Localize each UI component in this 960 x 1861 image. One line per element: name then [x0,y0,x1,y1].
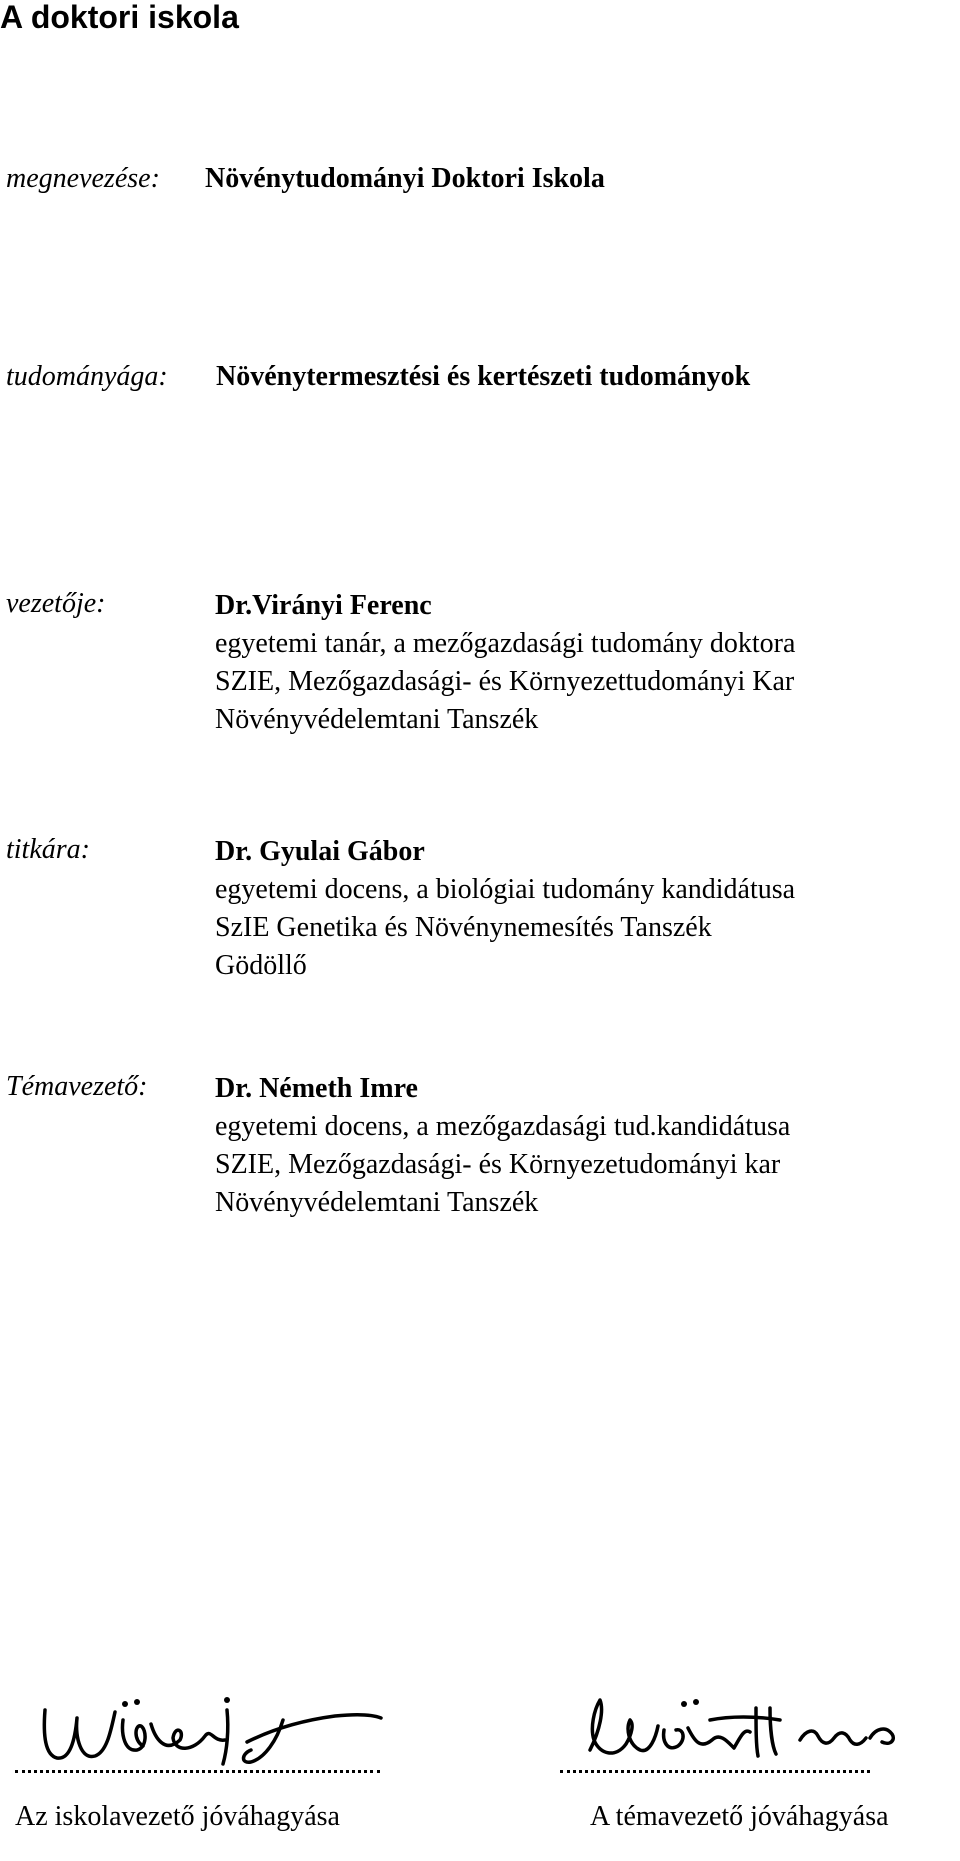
secretary-location: Gödöllő [215,950,307,981]
supervisor-approval-caption: A témavezető jóváhagyása [590,1801,889,1832]
page-heading: A doktori iskola [0,0,239,35]
supervisor-title: egyetemi docens, a mezőgazdasági tud.kandidátusa [215,1111,791,1142]
supervisor-name: Dr. Németh Imre [215,1073,418,1104]
field-supervisor-label: Témavezető: [6,1071,148,1102]
field-discipline-label: tudományága: [6,361,168,392]
field-leader-label: vezetője: [6,588,106,619]
field-secretary-label: titkára: [6,834,90,865]
supervisor-details [215,1070,790,1222]
supervisor-faculty: SZIE, Mezőgazdasági- és Környezetudományi kar [215,1149,781,1180]
secretary-title: egyetemi docens, a biológiai tudomány kandidátusa [215,874,796,905]
supervisor-department: Növényvédelemtani Tanszék [215,1187,539,1218]
field-name-label: megnevezése: [6,163,160,194]
leader-faculty: SZIE, Mezőgazdasági- és Környezettudományi Kar [215,666,795,697]
leader-title: egyetemi tanár, a mezőgazdasági tudomány doktora [215,628,796,659]
supervisor-signature-line [560,1770,870,1773]
secretary-name: Dr. Gyulai Gábor [215,836,425,867]
school-head-approval-caption: Az iskolavezető jóváhagyása [15,1801,340,1832]
school-head-signature [15,1680,415,1780]
secretary-department: SzIE Genetika és Növénynemesítés Tanszék [215,912,712,943]
leader-department: Növényvédelemtani Tanszék [215,704,539,735]
field-discipline-value: Növénytermesztési és kertészeti tudományok [216,361,751,392]
secretary-details [215,833,795,985]
leader-details [215,587,795,739]
leader-name: Dr.Virányi Ferenc [215,590,432,621]
supervisor-signature [560,1680,960,1780]
school-head-signature-line [15,1770,380,1773]
field-name-value: Növénytudományi Doktori Iskola [205,163,605,194]
